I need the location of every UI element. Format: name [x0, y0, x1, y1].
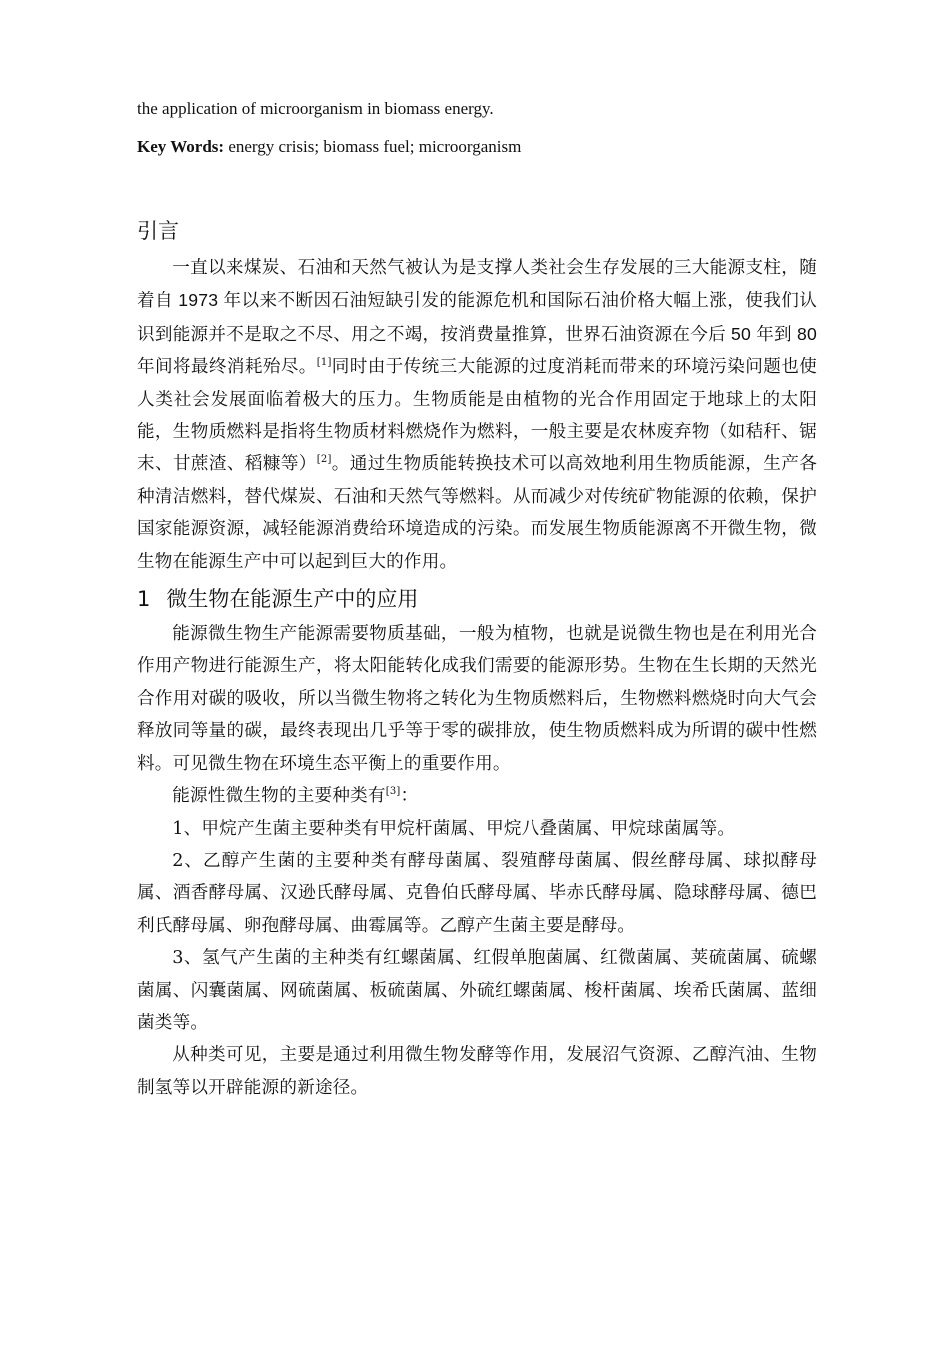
citation-3: [3]	[385, 786, 401, 798]
intro-heading: 引言	[137, 219, 179, 243]
keywords	[137, 134, 817, 160]
citation-1: [1]	[316, 357, 332, 369]
section-1-paragraph-3: 从种类可见，主要是通过利用微生物发酵等作用，发展沼气资源、乙醇汽油、生物制氢等以开辟能源的新途径。	[137, 1045, 817, 1098]
document-page	[137, 96, 817, 1104]
section-1-heading	[137, 584, 817, 614]
list-item-hydrogen: 3、氢气产生菌的主种类有红螺菌属、红假单胞菌属、红微菌属、荚硫菌属、硫螺菌属、闪囊菌属、网硫菌属、板硫菌属、外硫红螺菌属、梭杆菌属、埃希氏菌属、蓝细菌类等。	[137, 948, 817, 1033]
list-item-methane: 1、甲烷产生菌主要种类有甲烷杆菌属、甲烷八叠菌属、甲烷球菌属等。	[172, 818, 736, 839]
keywords-label: Key Words:	[137, 137, 225, 156]
abstract-tail: the application of microorganism in biomass energy.	[137, 99, 494, 118]
intro-paragraph: 一直以来煤炭、石油和天然气被认为是支撑人类社会生存发展的三大能源支柱，随着自 1973 年以来不断因石油短缺引发的能源危机和国际石油价格大幅上涨，使我们认识到能源并不是取之不尽、用之不竭，按消费量推算，世界石油资源在今后 50 年到 80 年间将最终消耗殆尽。[1]同时由于传统三大能源的过度消耗而带来的环境污染问题也使人类社会发展面临着极大的压力。生物质能是由植物的光合作用固定于地球上的太阳能，生物质燃料是指将生物质材料燃烧作为燃料，一般主要是农林废弃物（如秸秆、锯末、甘蔗渣、稻糠等）[2]。通过生物质能转换技术可以高效地利用生物质能源，生产各种清洁燃料，替代煤炭、石油和天然气等燃料。从而减少对传统矿物能源的依赖，保护国家能源资源，减轻能源消费给环境造成的污染。而发展生物质能源离不开微生物，微生物在能源生产中可以起到巨大的作用。	[137, 258, 818, 572]
citation-2: [2]	[316, 454, 332, 466]
section-1-paragraph-2: 能源性微生物的主要种类有[3]：	[172, 786, 419, 807]
section-1-paragraph-1: 能源微生物生产能源需要物质基础，一般为植物，也就是说微生物也是在利用光合作用产物进行能源生产，将太阳能转化成我们需要的能源形势。生物在生长期的天然光合作用对碳的吸收，所以当微生物将之转化为生物质燃料后，生物燃料燃烧时向大气会释放同等量的碳，最终表现出几乎等于零的碳排放，使生物质燃料成为所谓的碳中性燃料。可见微生物在环境生态平衡上的重要作用。	[137, 624, 817, 774]
keywords-text: energy crisis; biomass fuel; microorganism	[224, 137, 522, 156]
section-1-number: 1	[137, 587, 151, 612]
section-1-title: 微生物在能源生产中的应用	[166, 587, 419, 612]
list-item-ethanol: 2、乙醇产生菌的主要种类有酵母菌属、裂殖酵母菌属、假丝酵母属、球拟酵母属、酒香酵母属、汉逊氏酵母属、克鲁伯氏酵母属、毕赤氏酵母属、隐球酵母属、德巴利氏酵母属、卵孢酵母属、曲霉属等。乙醇产生菌主要是酵母。	[137, 850, 817, 936]
